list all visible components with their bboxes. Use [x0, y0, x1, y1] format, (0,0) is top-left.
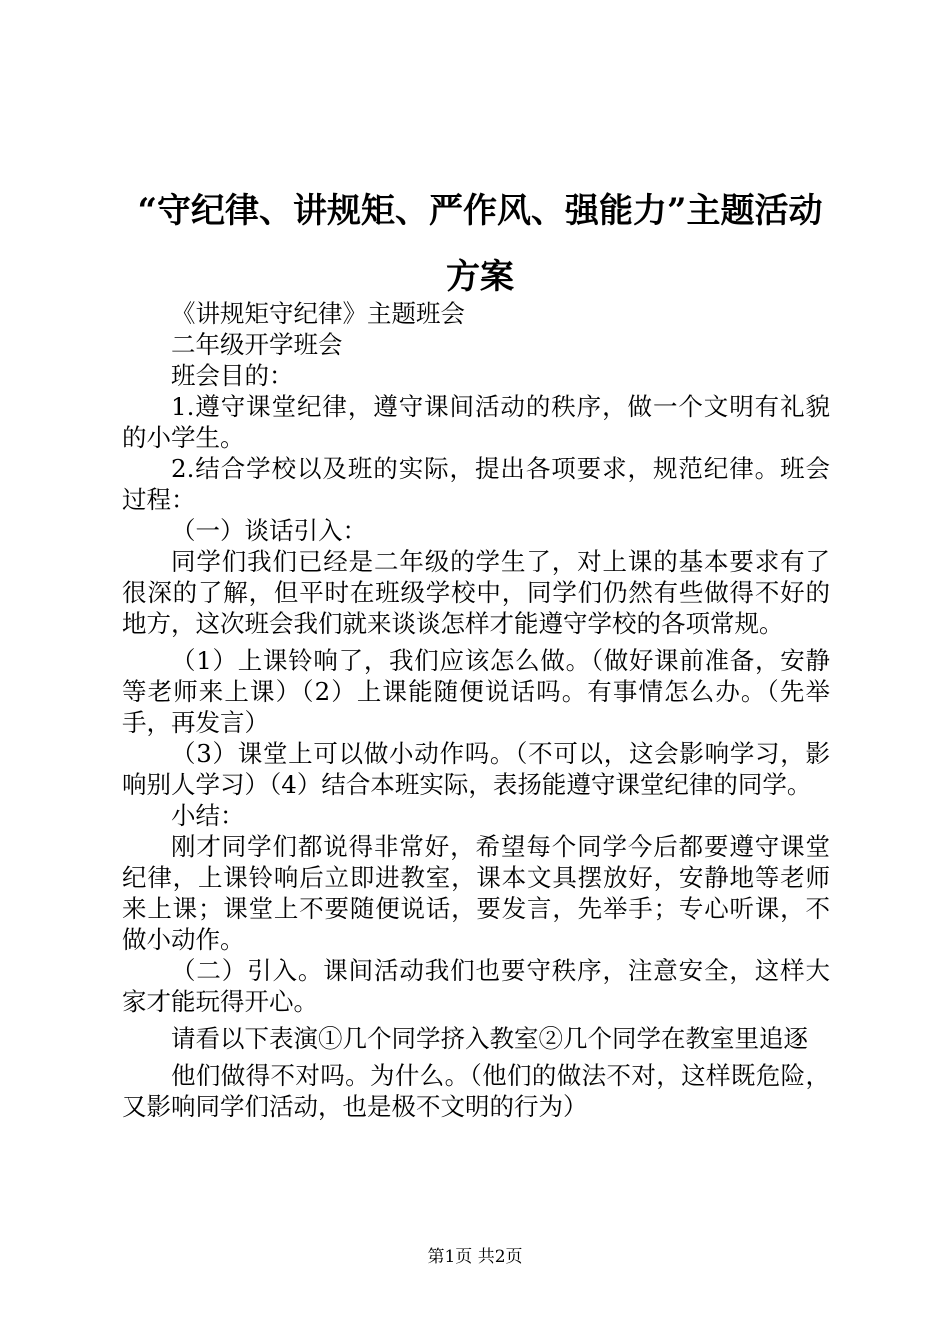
- paragraph: 刚才同学们都说得非常好，希望每个同学今后都要遵守课堂纪律，上课铃响后立即进教室，课本文具摆放好，安静地等老师来上课；课堂上不要随便说话，要发言，先举手；专心听课，不做小动作。: [122, 832, 830, 954]
- paragraph: （3）课堂上可以做小动作吗。（不可以，这会影响学习，影响别人学习）（4）结合本班实际，表扬能遵守课堂纪律的同学。: [122, 739, 830, 799]
- paragraph: 《讲规矩守纪律》主题班会: [171, 299, 465, 328]
- page-footer: 第1页 共2页: [427, 1247, 523, 1267]
- document-body: [122, 298, 830, 1122]
- paragraph: （一）谈话引入：: [171, 516, 367, 545]
- paragraph: 2.结合学校以及班的实际，提出各项要求，规范纪律。班会过程：: [122, 454, 830, 514]
- paragraph: 他们做得不对吗。为什么。（他们的做法不对，这样既危险，又影响同学们活动，也是极不文明的行为）: [122, 1061, 830, 1121]
- paragraph: （1）上课铃响了，我们应该怎么做。（做好课前准备，安静等老师来上课）（2）上课能随便说话吗。有事情怎么办。（先举手，再发言）: [122, 646, 830, 737]
- paragraph: 1.遵守课堂纪律，遵守课间活动的秩序，做一个文明有礼貌的小学生。: [122, 392, 830, 452]
- document-title: “守纪律、讲规矩、严作风、强能力”主题活动方案: [137, 191, 823, 297]
- paragraph: 二年级开学班会: [171, 330, 343, 359]
- paragraph: 班会目的：: [171, 361, 294, 390]
- paragraph: 小结：: [171, 801, 245, 830]
- paragraph: 同学们我们已经是二年级的学生了，对上课的基本要求有了很深的了解，但平时在班级学校中，同学们仍然有些做得不好的地方，这次班会我们就来谈谈怎样才能遵守学校的各项常规。: [122, 547, 830, 638]
- paragraph: 请看以下表演①几个同学挤入教室②几个同学在教室里追逐: [171, 1024, 808, 1053]
- paragraph: （二）引入。课间活动我们也要守秩序，注意安全，这样大家才能玩得开心。: [122, 956, 830, 1016]
